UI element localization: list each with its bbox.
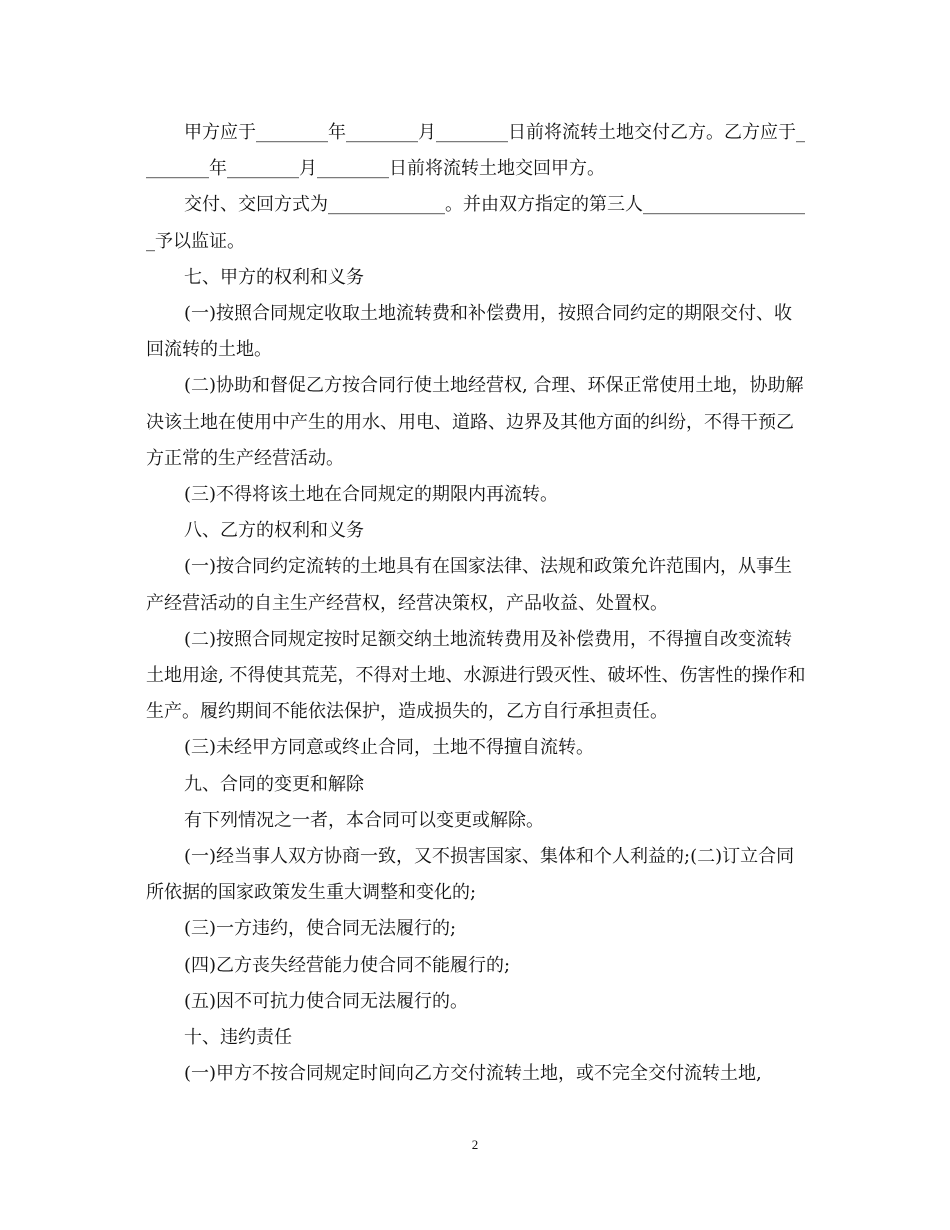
paragraph-change-intro: 有下列情况之一者，本合同可以变更或解除。 [184,809,544,831]
section-heading-contract-change: 九、合同的变更和解除 [184,773,364,795]
paragraph-breach-1: (一)甲方不按合同规定时间向乙方交付流转土地，或不完全交付流转土地, [184,1063,762,1085]
document-body [146,115,806,1092]
paragraph-change-5: (五)因不可抗力使合同无法履行的。 [184,990,469,1012]
page-number: 2 [471,1137,479,1152]
paragraph-party-a-2: (二)协助和督促乙方按合同行使土地经营权, 合理、环保正常使用土地，协助解决该土地在使用中产生的用水、用电、道路、边界及其他方面的纠纷，不得干预乙方正常的生产经营活动。 [146,375,804,469]
paragraph-party-b-2: (二)按照合同规定按时足额交纳土地流转费用及补偿费用，不得擅自改变流转土地用途, 不得使其荒芜，不得对土地、水源进行毁灭性、破坏性、伤害性的操作和生产。履约期间不能依法保护，造成损失的，乙方自行承担责任。 [146,628,806,723]
paragraph-change-4: (四)乙方丧失经营能力使合同不能履行的; [184,954,511,976]
section-heading-breach-liability: 十、违约责任 [184,1027,292,1049]
paragraph-change-3: (三)一方违约，使合同无法履行的; [184,918,457,940]
paragraph-party-a-1: (一)按照合同规定收取土地流转费和补偿费用，按照合同约定的期限交付、收回流转的土地。 [146,303,793,361]
section-heading-party-b-rights: 八、乙方的权利和义务 [184,520,364,542]
paragraph-party-b-1: (一)按合同约定流转的土地具有在国家法律、法规和政策允许范围内，从事生产经营活动的自主生产经营权，经营决策权，产品收益、处置权。 [146,556,793,614]
paragraph-delivery-method: 交付、交回方式为_____________。并由双方指定的第三人___________________予以监证。 [146,194,805,252]
paragraph-party-a-3: (三)不得将该土地在合同规定的期限内再流转。 [184,484,559,506]
paragraph-party-b-3: (三)未经甲方同意或终止合同，土地不得擅自流转。 [184,737,595,759]
paragraph-delivery-dates: 甲方应于________年________月________日前将流转土地交付乙方。乙方应于________年________月________日前将流转土地交回甲方。 [146,122,805,180]
paragraph-change-1-2: (一)经当事人双方协商一致，又不损害国家、集体和个人利益的;(二)订立合同所依据的国家政策发生重大调整和变化的; [146,846,795,904]
section-heading-party-a-rights: 七、甲方的权利和义务 [184,266,364,288]
